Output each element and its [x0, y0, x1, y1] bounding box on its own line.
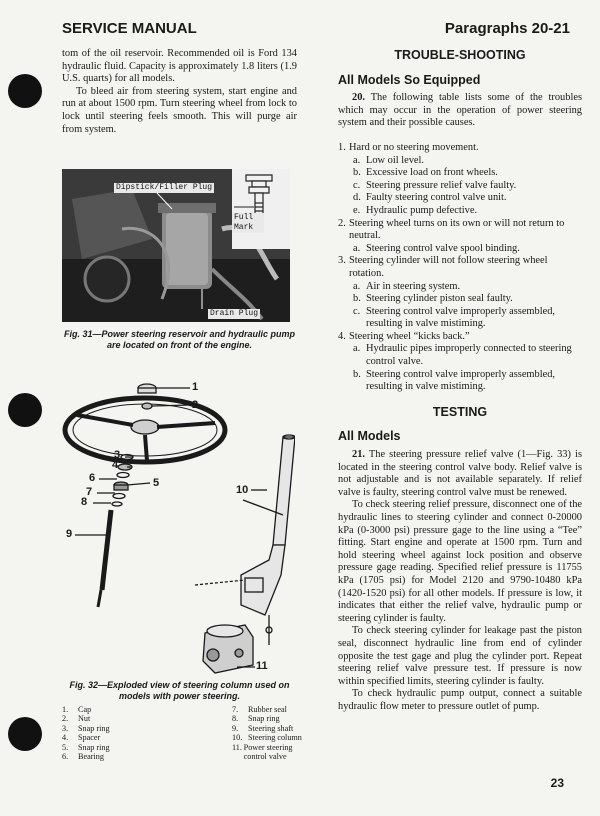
paragraph-21: 21. The steering pressure relief valve (1—Fig. 33) is located in the steering control valve body. Relief valve is not adjustable and is not available separately. If relief valve is faulty, steering control valve must be renewed. — [338, 449, 582, 498]
fig31-label-dipstick: Dipstick/Filler Plug — [116, 183, 213, 192]
paragraph-relief-pressure: To check steering relief pressure, disconnect one of the hydraulic lines to steering cylinder and connect 0-20000 kPa (0-3000 psi) pressure gage to the line using a “Tee” fitting. Start engine and operate at 1500 rpm. Turn and hold steering wheel against lock position and observe pressure gage reading. Specified relief pressure is 11755 kPa (1705 psi) for Model 2120 and 9790-10480 kPa (1420-1520 psi) for all other models. If pressure is low, it indicates that either the relief valve, hydraulic pump or steering cylinder is faulty. — [338, 499, 582, 624]
cause-item: a. Steering control valve spool binding. — [353, 242, 520, 254]
binder-hole-bottom — [8, 717, 42, 751]
part-item: 2. Nut — [62, 714, 91, 724]
subheading-all-models-so-equipped: All Models So Equipped — [338, 72, 481, 87]
trouble-item: 4. Steering wheel “kicks back.” — [338, 330, 470, 342]
part-item: 10. Steering column — [232, 733, 302, 743]
cause-item: a. Low oil level. — [353, 154, 425, 166]
cause-item: b. Excessive load on front wheels. — [353, 167, 498, 179]
cause-item: a. Hydraulic pipes improperly connected to steering control valve. — [353, 343, 572, 368]
paragraph-pump-output: To check hydraulic pump output, connect a suitable hydraulic flow meter to pressure outlet of pump. — [338, 688, 582, 712]
header-title: SERVICE MANUAL — [62, 20, 197, 37]
part-item: 6. Bearing — [62, 752, 104, 762]
trouble-item: 2. Steering wheel turns on its own or will not return to neutral. — [338, 217, 565, 242]
part-item: 3. Snap ring — [62, 723, 110, 733]
trouble-list — [338, 142, 582, 394]
paragraph-oil-capacity: tom of the oil reservoir. Recommended oil is Ford 134 hydraulic fluid. Capacity is approximately 1.8 liters (1.9 U.S. quarts) for all models. — [62, 48, 297, 85]
fig31-caption: Fig. 31—Power steering reservoir and hydraulic pump are located on front of the engine. — [63, 329, 296, 350]
part-item: 4. Spacer — [62, 733, 101, 743]
binder-hole-top — [8, 74, 42, 108]
fig31-label-drain-plug: Drain Plug — [210, 309, 259, 318]
fig32-callout-4: 4 — [112, 459, 119, 471]
fig31-label-full-mark: Full Mark — [232, 213, 264, 233]
cause-item: c. Steering pressure relief valve faulty. — [353, 179, 517, 191]
part-item: 8. Snap ring — [232, 714, 280, 724]
part-item: 11. Power steering control valve — [232, 742, 293, 762]
left-column-text — [62, 48, 297, 136]
cause-item: b. Steering control valve improperly assembled, resulting in valve mistiming. — [353, 368, 555, 393]
cause-item: c. Steering control valve improperly assembled, resulting in valve mistiming. — [353, 305, 555, 330]
header-paragraphs: Paragraphs 20-21 — [444, 20, 570, 37]
fig31-photo — [62, 169, 290, 322]
fig32-parts-list-right — [232, 705, 312, 761]
page-number: 23 — [550, 776, 564, 790]
subheading-all-models: All Models — [338, 429, 401, 444]
paragraph-20: 20. The following table lists some of the troubles which may occur in the operation of power steering system and their possible causes. — [338, 92, 582, 129]
fig32-callout-7: 7 — [86, 486, 93, 498]
part-item: 7. Rubber seal — [232, 705, 287, 714]
heading-testing: TESTING — [432, 404, 488, 419]
fig32-callout-6: 6 — [89, 472, 96, 484]
paragraph-bleed-air: To bleed air from steering system, start engine and run at about 1500 rpm. Turn steering wheel from lock to lock until steering feels smooth. This will purge air from system. — [62, 85, 297, 135]
cause-item: e. Hydraulic pump defective. — [353, 204, 478, 216]
part-item: 9. Steering shaft — [232, 723, 294, 733]
fig32-callout-8: 8 — [81, 496, 88, 508]
fig32-callout-11: 11 — [256, 660, 268, 672]
fig32-callout-9: 9 — [66, 528, 73, 540]
fig32-callout-10: 10 — [236, 484, 249, 496]
part-item: 5. Snap ring — [62, 742, 110, 752]
trouble-item: 3. Steering cylinder will not follow steering wheel rotation. — [338, 255, 548, 279]
cause-item: b. Steering cylinder piston seal faulty. — [353, 293, 513, 305]
paragraph-cylinder-leakage: To check steering cylinder for leakage past the piston seal, disconnect hydraulic line from end of cylinder opposite the test gage and plug the cylinder port. Repeat steering relief valve pressure test. If pressure is now within specified limits, steering cylinder is faulty. — [338, 625, 582, 687]
fig32-callout-3: 3 — [114, 449, 121, 461]
part-item: 1. Cap — [62, 705, 92, 714]
trouble-item: 1. Hard or no steering movement. — [338, 141, 479, 153]
fig32-exploded-view — [55, 375, 295, 680]
fig32-parts-list-left — [62, 705, 172, 761]
binder-hole-middle — [8, 393, 42, 427]
fig32-callout-5: 5 — [153, 477, 160, 489]
heading-trouble-shooting: TROUBLE-SHOOTING — [394, 48, 526, 62]
fig32-caption: Fig. 32—Exploded view of steering column used on models with power steering. — [69, 680, 290, 701]
fig32-callout-2: 2 — [192, 399, 199, 411]
cause-item: d. Faulty steering control valve unit. — [353, 192, 507, 204]
right-column-text — [338, 49, 582, 714]
cause-item: a. Air in steering system. — [353, 280, 461, 292]
fig32-callout-1: 1 — [192, 381, 199, 393]
